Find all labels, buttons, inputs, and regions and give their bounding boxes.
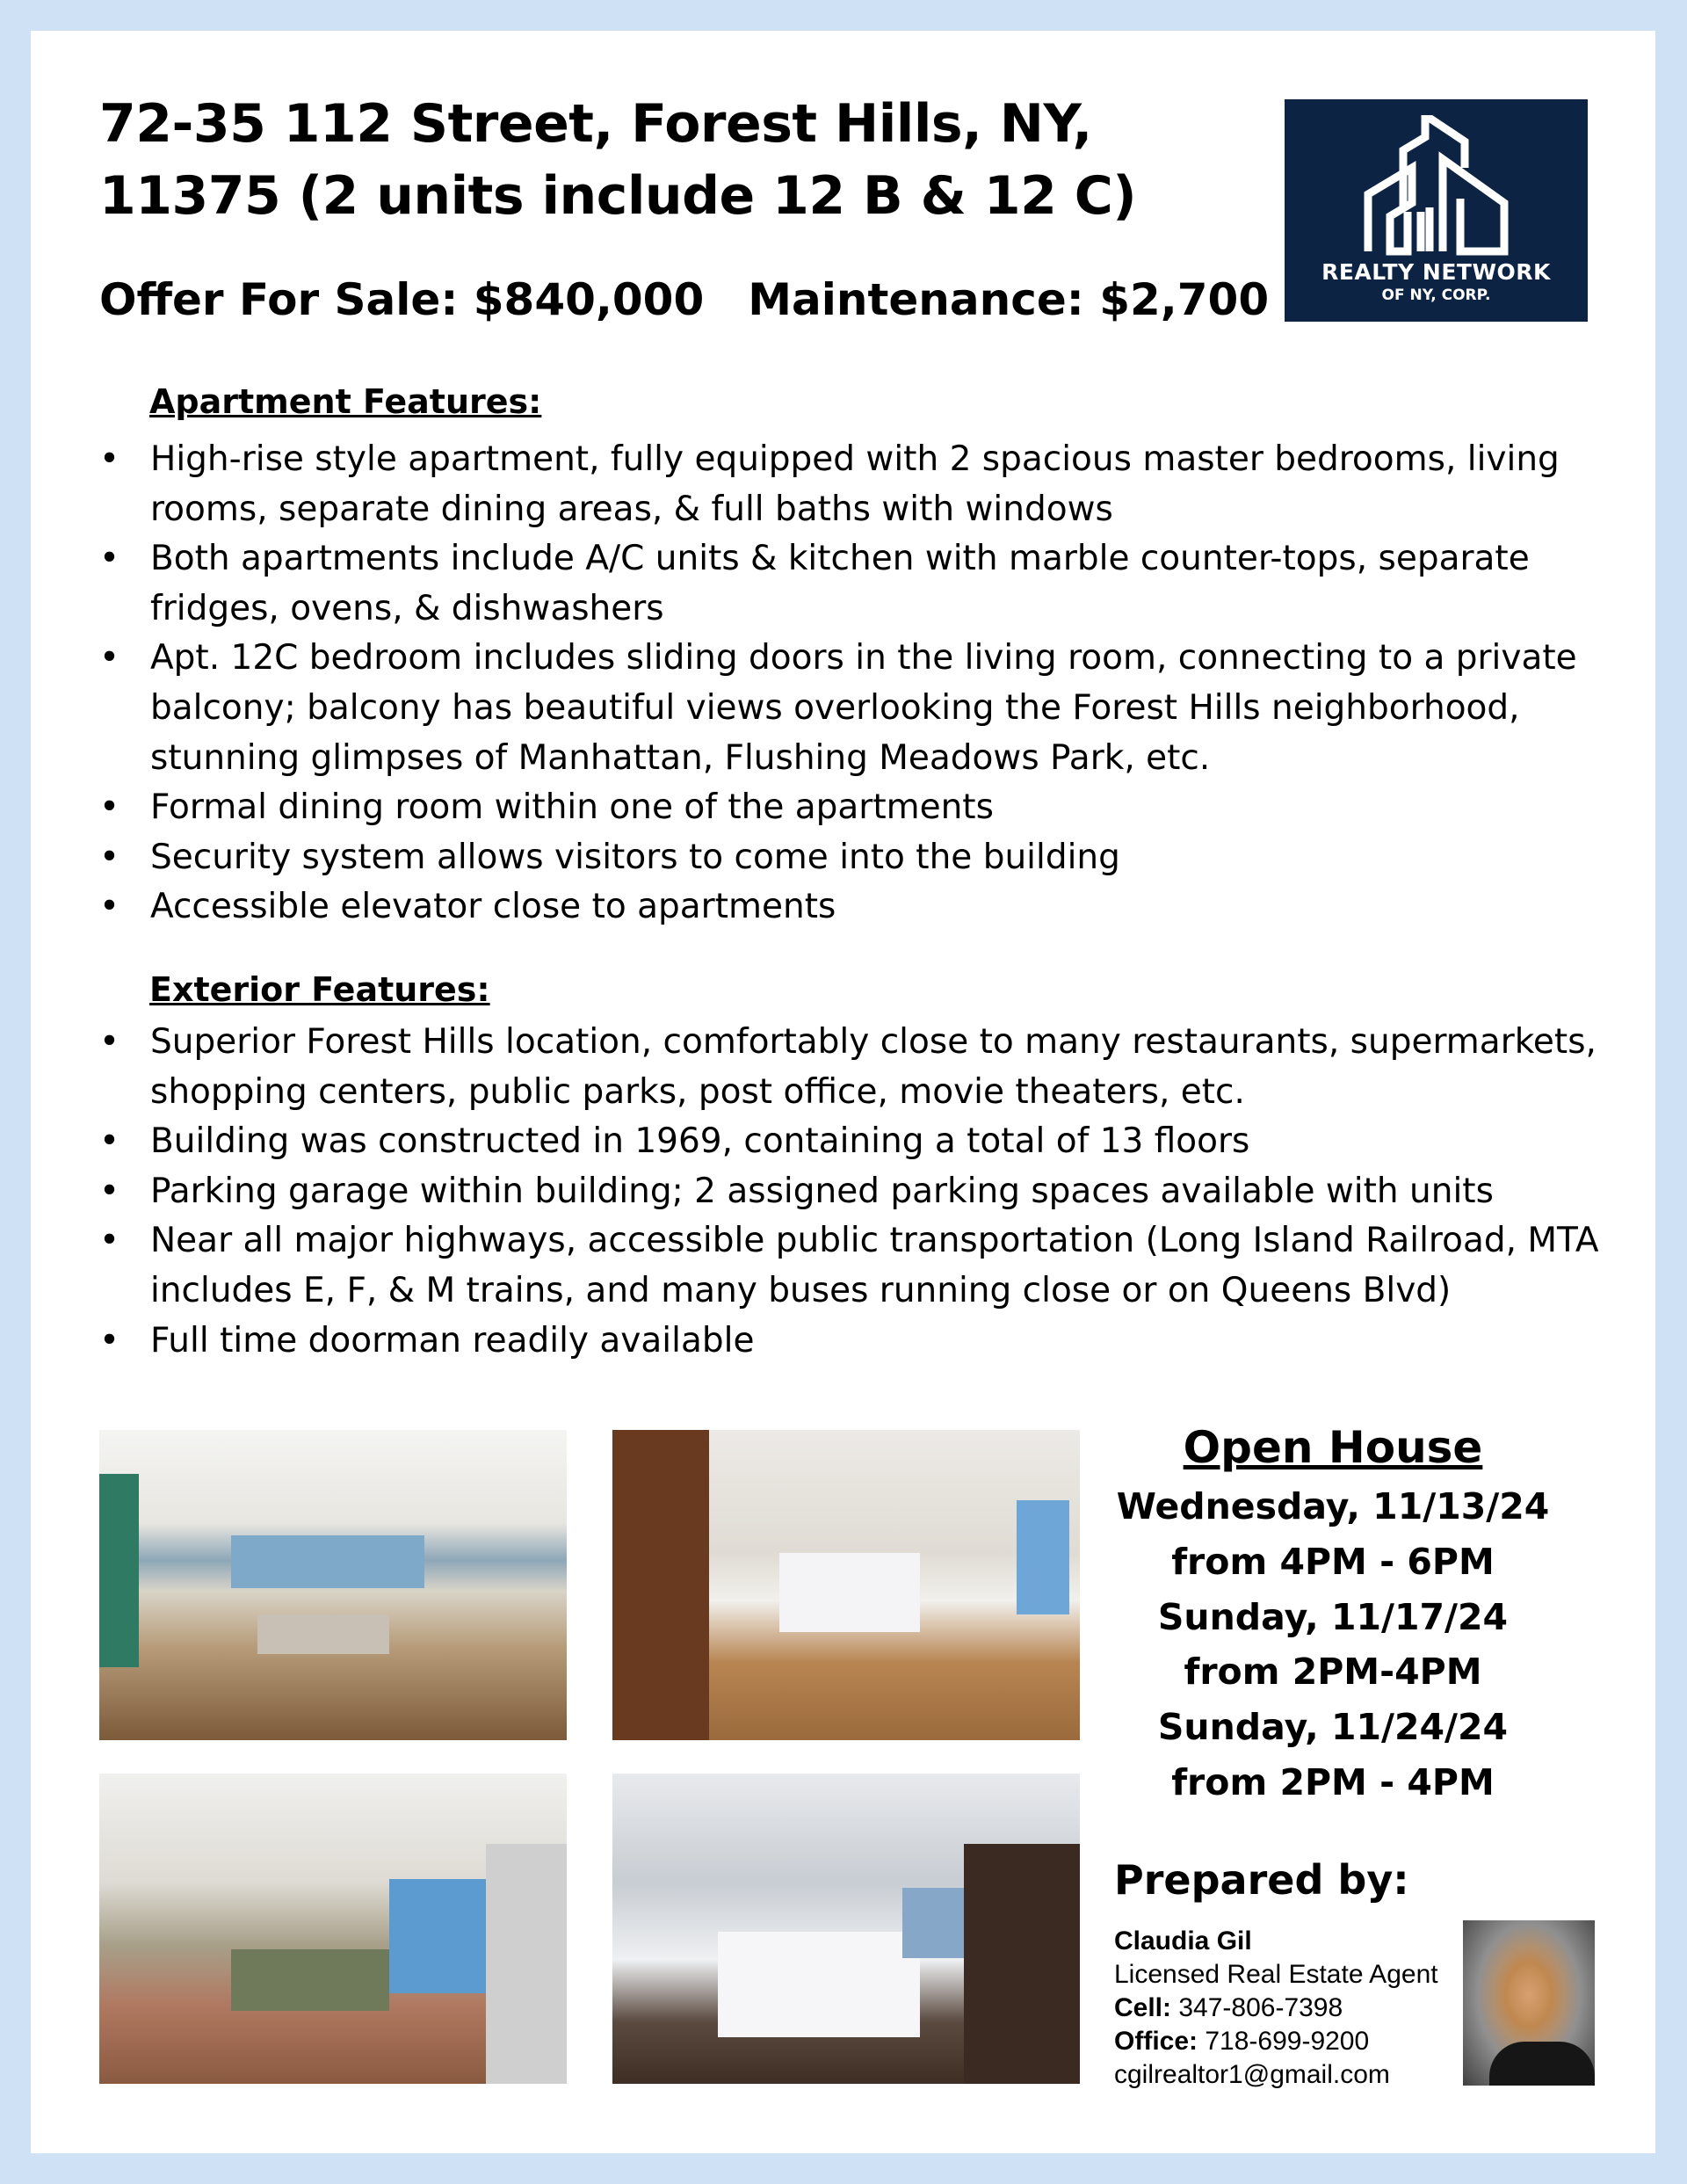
agent-headshot: [1463, 1920, 1595, 2086]
open-house-schedule: [1113, 1479, 1553, 1810]
list-item: • Parking garage within building; 2 assigned parking spaces available with units: [99, 1167, 1611, 1217]
bedroom-photo-1: [612, 1430, 1080, 1740]
list-item: • Near all major highways, accessible public transportation (Long Island Railroad, MTA includes E, F, & M trains, and many buses running close or on Queens Blvd): [99, 1216, 1611, 1316]
agent-contact: [1114, 1925, 1438, 2092]
listing-title: 72-35 112 Street, Forest Hills, NY, 11375 (2 units include 12 B & 12 C): [99, 93, 1137, 227]
open-house-line: Sunday, 11/17/24: [1157, 1595, 1509, 1638]
prepared-by-heading: Prepared by:: [1114, 1856, 1409, 1904]
price-line: [99, 274, 1313, 325]
apartment-features-list: [99, 435, 1611, 932]
logo-line2: OF NY, CORP.: [1381, 287, 1491, 304]
exterior-features-heading: Exterior Features:: [149, 970, 490, 1009]
living-room-photo: [99, 1430, 567, 1740]
logo-line1: REALTY NETWORK: [1321, 259, 1551, 285]
open-house-line: Sunday, 11/24/24: [1157, 1706, 1509, 1749]
list-item: • Both apartments include A/C units & kitchen with marble counter-tops, separate fridges, ovens, & dishwashers: [99, 534, 1611, 634]
open-house-line: from 4PM - 6PM: [1171, 1540, 1495, 1583]
bedroom-photo-2: [612, 1774, 1080, 2084]
list-item: • Full time doorman readily available: [99, 1317, 1611, 1367]
agent-title: Licensed Real Estate Agent: [1114, 1960, 1438, 1989]
office-label: Office:: [1114, 2027, 1198, 2056]
list-item: • Security system allows visitors to come into the building: [99, 833, 1611, 883]
living-room-photo-2: [99, 1774, 567, 2084]
agent-email[interactable]: cgilrealtor1@gmail.com: [1114, 2060, 1390, 2089]
realty-network-logo: [1285, 99, 1588, 322]
offer-price: Offer For Sale: $840,000: [99, 274, 705, 325]
open-house-heading: Open House: [1183, 1422, 1483, 1473]
list-item: • Formal dining room within one of the apartments: [99, 783, 1611, 833]
list-item: • Apt. 12C bedroom includes sliding doors in the living room, connecting to a private balcony; balcony has beautiful views overlooking the Forest Hills neighborhood, stunning glimpses of Manhattan, Flushing Meadows Park, etc.: [99, 634, 1611, 783]
list-item: • Accessible elevator close to apartments: [99, 882, 1611, 932]
office-phone[interactable]: 718-699-9200: [1198, 2027, 1370, 2056]
open-house-line: from 2PM - 4PM: [1171, 1760, 1495, 1803]
list-item: • Building was constructed in 1969, containing a total of 13 floors: [99, 1117, 1611, 1167]
cell-phone[interactable]: 347-806-7398: [1171, 1993, 1343, 2022]
list-item: • Superior Forest Hills location, comfortably close to many restaurants, supermarkets, shopping centers, public parks, post office, movie theaters, etc.: [99, 1018, 1611, 1117]
open-house-line: Wednesday, 11/13/24: [1116, 1485, 1550, 1527]
agent-name: Claudia Gil: [1114, 1926, 1252, 1955]
exterior-features-list: [99, 1018, 1611, 1366]
apartment-features-heading: Apartment Features:: [149, 382, 542, 421]
list-item: • High-rise style apartment, fully equipped with 2 spacious master bedrooms, living rooms, separate dining areas, & full baths with windows: [99, 435, 1611, 534]
building-logo-icon: [1359, 115, 1513, 256]
cell-label: Cell:: [1114, 1993, 1172, 2022]
maintenance-fee: Maintenance: $2,700: [748, 274, 1270, 325]
open-house-line: from 2PM-4PM: [1184, 1651, 1482, 1694]
